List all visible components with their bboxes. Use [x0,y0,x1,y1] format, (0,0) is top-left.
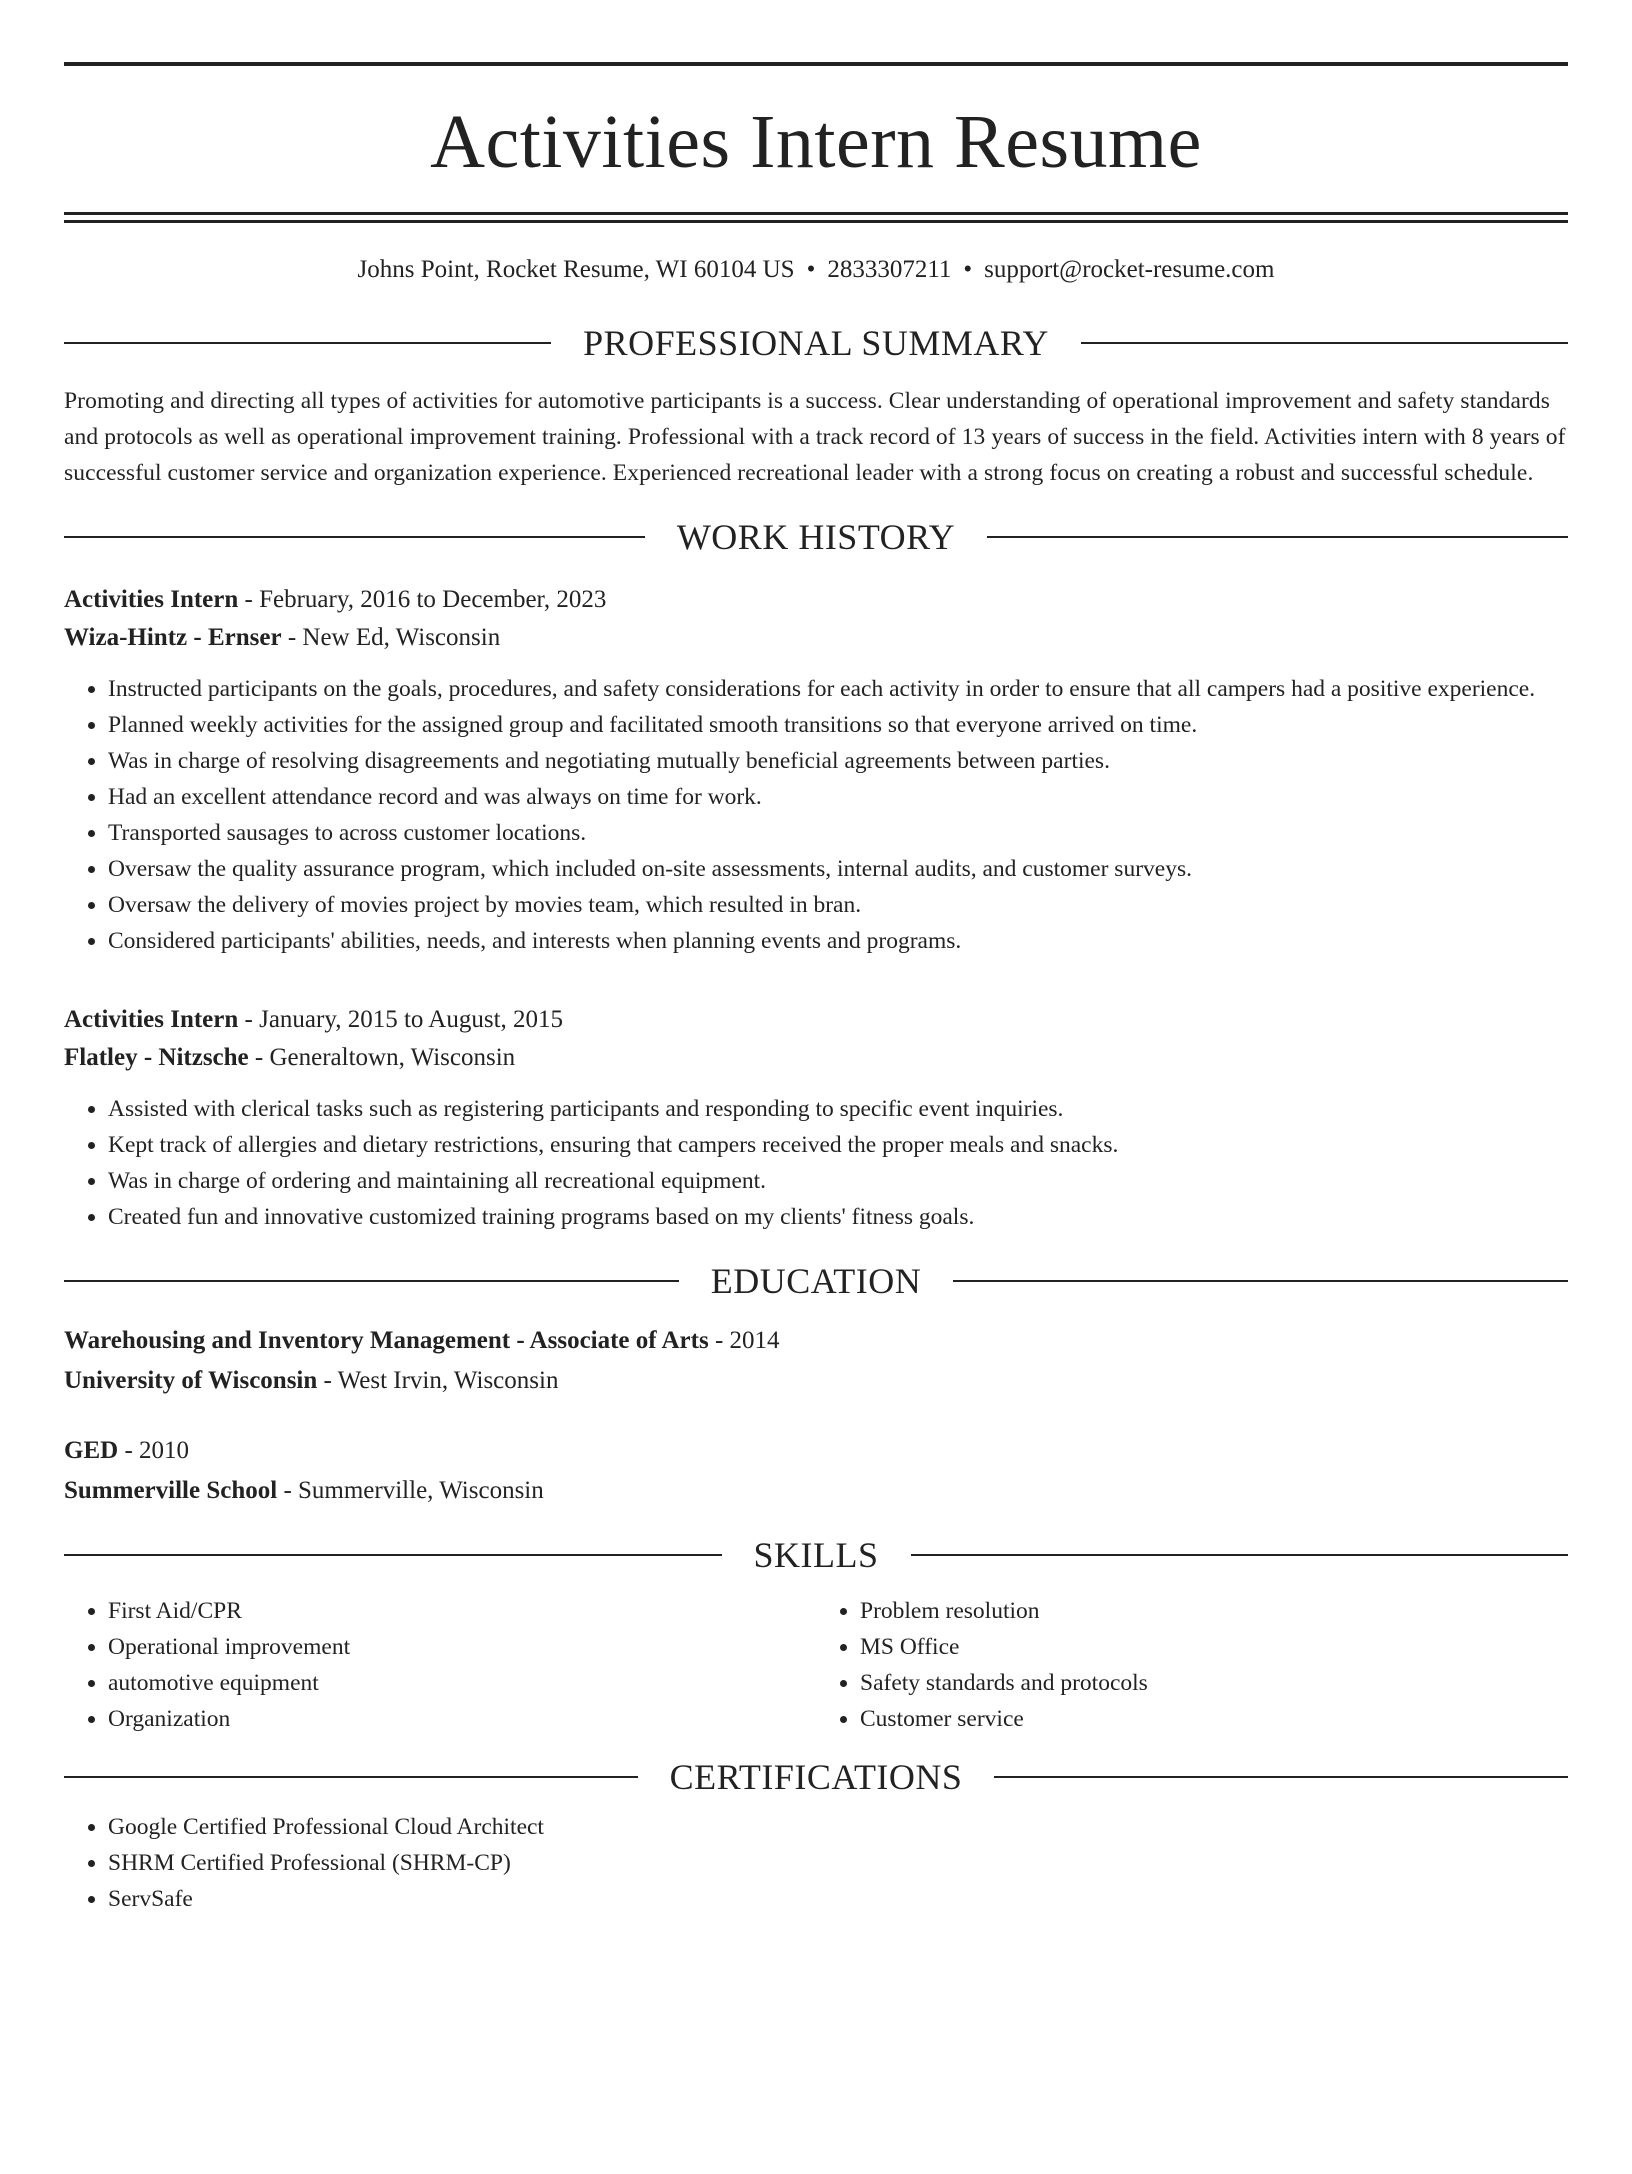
job-dates: - February, 2016 to December, 2023 [238,586,607,613]
heading-rule [1081,342,1568,344]
resume-page [0,62,1632,2174]
education-entry [64,1431,1568,1511]
skill-item: • Organization [108,1701,816,1737]
heading-rule [953,1280,1568,1282]
job-entry [64,1001,1568,1235]
education-year: - 2010 [118,1437,190,1464]
section-heading-label: PROFESSIONAL SUMMARY [583,323,1049,363]
skills-column-right [816,1593,1568,1737]
skill-item: • Operational improvement [108,1629,816,1665]
skill-item: • Problem resolution [860,1593,1568,1629]
skill-item: • Customer service [860,1701,1568,1737]
contact-address: Johns Point, Rocket Resume, WI 60104 US [357,256,795,283]
section-heading-label: CERTIFICATIONS [669,1757,963,1797]
education-school-line [64,1471,1568,1511]
heading-rule [911,1554,1569,1556]
job-bullet: • Was in charge of resolving disagreements and negotiating mutually beneficial agreements between parties. [108,743,1568,779]
education-year: - 2014 [708,1327,780,1354]
heading-rule [64,1554,722,1556]
top-rule [64,62,1568,66]
heading-rule [64,536,645,538]
education-degree-line [64,1431,1568,1471]
job-company-line [64,1039,1568,1077]
job-bullets [64,671,1568,959]
section-heading-education [64,1263,1568,1299]
job-bullet: • Was in charge of ordering and maintaining all recreational equipment. [108,1163,1568,1199]
section-heading-label: EDUCATION [710,1261,922,1301]
education-list [64,1321,1568,1511]
resume-title: Activities Intern Resume [430,100,1202,184]
job-title-line [64,581,1568,619]
job-location: - New Ed, Wisconsin [281,624,501,651]
job-dates: - January, 2015 to August, 2015 [238,1006,564,1033]
section-heading-summary [64,325,1568,361]
education-school: University of Wisconsin [64,1367,318,1394]
summary-text: Promoting and directing all types of activities for automotive participants is a success. Clear understanding of operational improvement and safety standards and protocols as well as operational improvement training. Professional with a track record of 13 years of success in the field. Activities intern with 8 years of successful customer service and organization experience. Experienced recreational leader with a strong focus on creating a robust and successful schedule. [64,388,1566,486]
certifications-list [64,1809,1568,1917]
job-title: Activities Intern [64,586,239,613]
job-bullet: • Had an excellent attendance record and was always on time for work. [108,779,1568,815]
education-school-line [64,1361,1568,1401]
job-location: - Generaltown, Wisconsin [248,1044,516,1071]
job-bullet: • Created fun and innovative customized training programs based on my clients' fitness goals. [108,1199,1568,1235]
contact-separator: • [806,256,816,283]
education-degree: GED [64,1437,119,1464]
section-heading-label: SKILLS [753,1535,879,1575]
skill-item: • automotive equipment [108,1665,816,1701]
heading-rule [64,1280,679,1282]
job-bullet: • Planned weekly activities for the assigned group and facilitated smooth transitions so that everyone arrived on time. [108,707,1568,743]
job-bullet: • Oversaw the delivery of movies project by movies team, which resulted in bran. [108,887,1568,923]
education-location: - Summerville, Wisconsin [277,1477,544,1504]
contact-phone: 2833307211 [827,256,952,283]
education-entry [64,1321,1568,1401]
job-bullets [64,1091,1568,1235]
job-company: Wiza-Hintz - Ernser [64,624,282,651]
job-bullet: • Assisted with clerical tasks such as registering participants and responding to specific event inquiries. [108,1091,1568,1127]
heading-rule [994,1776,1568,1778]
heading-rule [64,1776,638,1778]
job-bullet: • Oversaw the quality assurance program, which included on-site assessments, internal audits, and customer surveys. [108,851,1568,887]
heading-rule [987,536,1568,538]
job-entry [64,581,1568,959]
education-school: Summerville School [64,1477,278,1504]
section-heading-label: WORK HISTORY [676,517,956,557]
education-degree-line [64,1321,1568,1361]
job-bullet: • Transported sausages to across customer locations. [108,815,1568,851]
job-company: Flatley - Nitzsche [64,1044,249,1071]
section-heading-skills [64,1537,1568,1573]
contact-separator: • [963,256,973,283]
job-bullet: • Kept track of allergies and dietary restrictions, ensuring that campers received the proper meals and snacks. [108,1127,1568,1163]
education-degree: Warehousing and Inventory Management - Associate of Arts [64,1327,709,1354]
section-heading-work [64,519,1568,555]
work-history-list [64,581,1568,1235]
contact-line [64,255,1568,285]
certification-item: • ServSafe [108,1881,1568,1917]
job-title-line [64,1001,1568,1039]
skill-item: • Safety standards and protocols [860,1665,1568,1701]
education-location: - West Irvin, Wisconsin [317,1367,559,1394]
certification-item: • Google Certified Professional Cloud Architect [108,1809,1568,1845]
title-double-rule [64,212,1568,223]
skill-item: • First Aid/CPR [108,1593,816,1629]
job-bullet: • Considered participants' abilities, needs, and interests when planning events and programs. [108,923,1568,959]
skills-grid [64,1593,1568,1737]
heading-rule [64,342,551,344]
contact-email: support@rocket-resume.com [984,256,1275,283]
job-title: Activities Intern [64,1006,239,1033]
section-heading-certifications [64,1759,1568,1795]
job-bullet: • Instructed participants on the goals, procedures, and safety considerations for each activity in order to ensure that all campers had a positive experience. [108,671,1568,707]
certification-item: • SHRM Certified Professional (SHRM-CP) [108,1845,1568,1881]
job-company-line [64,619,1568,657]
skills-column-left [64,1593,816,1737]
skill-item: • MS Office [860,1629,1568,1665]
